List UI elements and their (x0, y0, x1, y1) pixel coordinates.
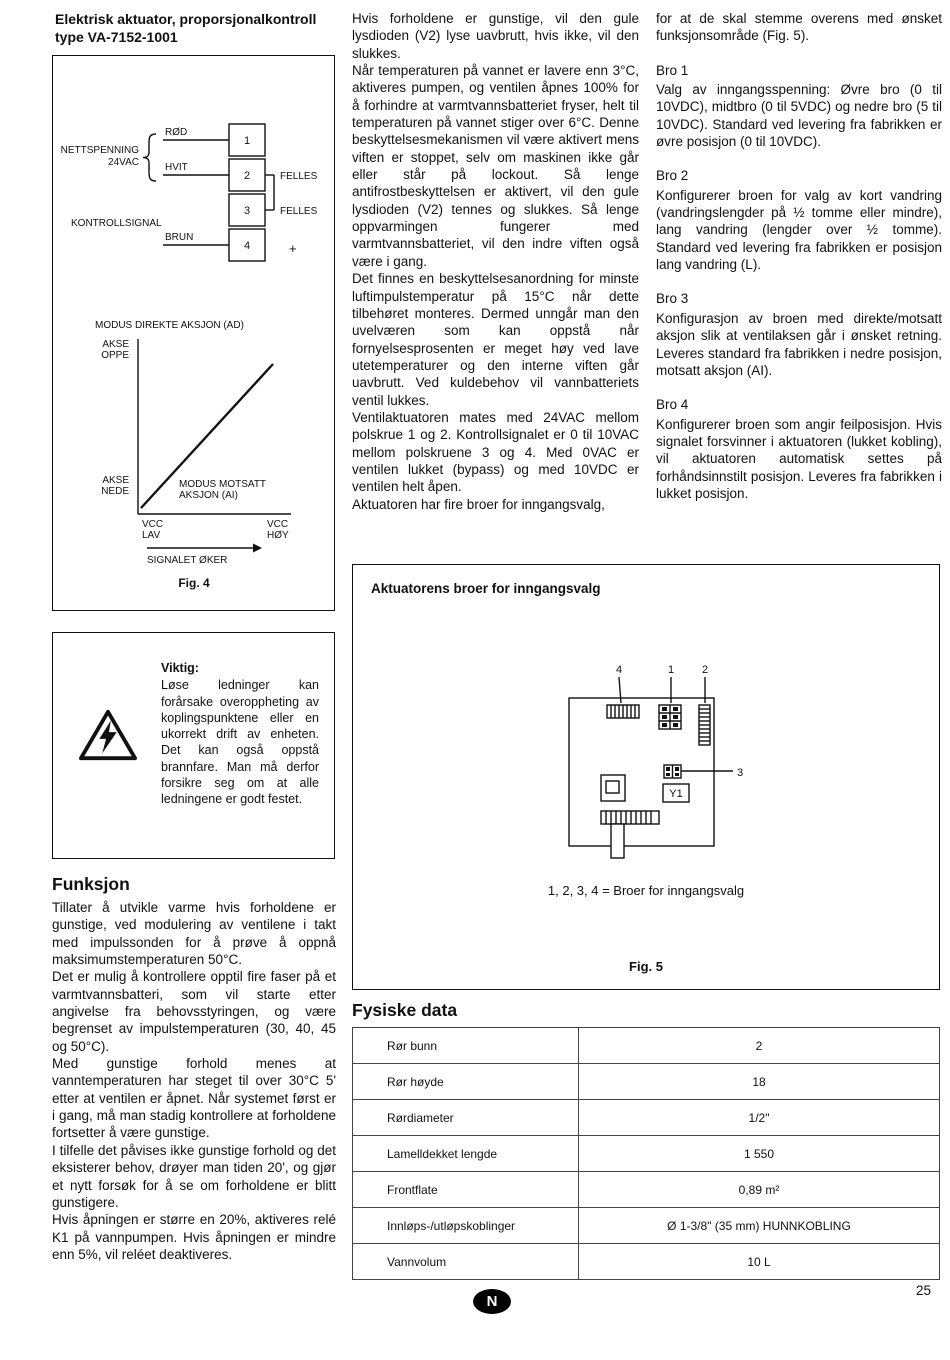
bro-2-section (656, 167, 942, 273)
body-paragraph: Når temperaturen på vannet er lavere enn 3°C, aktiveres pumpen, og ventilen åpnes 100% for å forhindre at varmtvannsbatteriet fryser, helt til temperaturen på vannet stiger over 6°C. Denne beskyttelsesmekanismen vil være aktivert mens viften er stoppet, selv om maskinen ikke går eller står på lockout. Så lenge antifrostbeskyttelsen er aktivert, vil den gule lysdioden (V2) tennes og slukkes. Så lenge oppvarmingen fungerer med varmtvannsbatteriet, vil den indre viften også være i gang. (352, 63, 639, 269)
wire-label-rod: RØD (165, 127, 188, 138)
funksjon-paragraph: Hvis åpningen er større en 20%, aktiveres relé K1 på vannpumpen. Hvis åpningen er mindre enn 5%, vil reléet deaktiveres. (52, 1212, 336, 1262)
table-row (353, 1028, 940, 1064)
bro-2-heading: Bro 2 (656, 168, 689, 184)
body-paragraph: Ventilaktuatoren mates med 24VAC mellom polskrue 1 og 2. Kontrollsignalet er 0 til 10VAC mellom polskruene 3 og 4. Med 0VAC er ventilen lukket (bypass) og med 10VDC er ventilen helt åpen. (352, 409, 639, 495)
terminal-4-number: 4 (243, 240, 251, 252)
wire-label-hvit: HVIT (165, 162, 188, 173)
figure-4-box (52, 55, 335, 611)
bro-1-section (656, 62, 942, 151)
label-akse-oppe-1: AKSE (102, 339, 129, 350)
table-row-label: Vannvolum (353, 1244, 579, 1280)
board-component (601, 775, 625, 801)
warning-box (52, 632, 335, 859)
jumper-label-2: 2 (701, 664, 709, 676)
bro-2-body: Konfigurerer broen for valg av kort vandring (vandringslengder på ½ tomme eller mindre), lang vandring (lengder over ½ tomme). Standard ved levering fra fabrikken er posisjon lang vandring (L). (656, 187, 942, 273)
jumper-block-1 (659, 705, 681, 729)
bro-4-section (656, 396, 942, 502)
label-akse-oppe-2: OPPE (101, 350, 129, 361)
fig5-title: Aktuatorens broer for inngangsvalg (371, 581, 601, 596)
table-row-value: 0,89 m² (579, 1172, 940, 1208)
figure-5-box (352, 564, 940, 990)
jumper-board-diagram (353, 635, 938, 880)
bro-3-heading: Bro 3 (656, 291, 689, 307)
page-number: 25 (915, 1283, 931, 1298)
funksjon-paragraph: I tilfelle det påvises ikke gunstige forhold og det eksisterer behov, drøyer man tiden 20', og gjør et nytt forsøk for å se om forholdene er blitt gunstigere. (52, 1142, 336, 1210)
jumper-label-3: 3 (737, 767, 744, 779)
warning-body: Løse ledninger kan forårsake overoppheting av koplingspunktene eller en ukorrekt drift av enheten. Det kan også oppstå brannfare. Man må derfor forsikre seg om at alle ledningene er godt festet. (161, 678, 319, 806)
table-row (353, 1172, 940, 1208)
bro-3-body: Konfigurasjon av broen med direkte/motsatt aksjon slik at ventilaksen går i ønsket retning. Leveres standard fra fabrikken i nedre posisjon, motsatt aksjon (AI). (656, 310, 942, 378)
terminal-3-number: 3 (243, 205, 251, 217)
table-row-value: 1 550 (579, 1136, 940, 1172)
warning-text (161, 660, 319, 807)
right-column-text (656, 10, 942, 502)
wire-label-brun: BRUN (165, 232, 194, 243)
funksjon-paragraph: Det er mulig å kontrollere opptil fire faser på et varmtvannsbatteri, som vil starte etter angivelse fra behovsstyringen, og være begrenset av impulstemperaturen (30, 40, 45 og 50°C). (52, 969, 336, 1054)
bro-1-heading: Bro 1 (656, 62, 689, 78)
wiring-diagram (53, 56, 333, 609)
table-row-value: Ø 1-3/8" (35 mm) HUNNKOBLING (579, 1208, 940, 1244)
label-modus-motsatt-1: MODUS MOTSATT (179, 479, 267, 490)
jumper-label-4: 4 (615, 664, 623, 676)
table-row-value: 10 L (579, 1244, 940, 1280)
table-row-value: 2 (579, 1028, 940, 1064)
label-vcc-lav-2: LAV (142, 530, 161, 541)
label-vcc-hoy-1: VCC (267, 519, 289, 530)
funksjon-text (52, 899, 336, 1263)
signal-arrow-head (253, 544, 262, 553)
table-row (353, 1064, 940, 1100)
table-row-label: Lamelldekket lengde (353, 1136, 579, 1172)
table-row-label: Innløps-/utløpskoblinger (353, 1208, 579, 1244)
jumper-block-4 (607, 705, 639, 718)
funksjon-heading: Funksjon (52, 874, 130, 894)
label-vcc-lav-1: VCC (142, 519, 164, 530)
label-felles-2: FELLES (280, 206, 318, 217)
label-modus-direkte: MODUS DIREKTE AKSJON (AD) (95, 320, 244, 331)
table-row-value: 1/2" (579, 1100, 940, 1136)
fysiske-data-heading: Fysiske data (352, 1000, 458, 1020)
middle-column-text (352, 10, 639, 513)
label-plus: + (289, 241, 297, 256)
body-paragraph: Det finnes en beskyttelsesanordning for minste luftimpulstemperatur på 15°C når dette tilbehøret monteres. Dermed unngår man den uvelværen som kan oppstå når fornyelsesprosenten er meget høy ved lave utetemperaturer og den interne viften går uavbrutt. Ved kuldebehov vil vannbatteriets ventil lukkes. (352, 271, 639, 408)
warning-triangle-icon (79, 707, 137, 763)
terminal-2-number: 2 (243, 170, 251, 182)
label-akse-nede-2: NEDE (101, 486, 129, 497)
body-paragraph: Aktuatoren har fire broer for inngangsvalg, (352, 496, 605, 512)
label-kontrollsignal: KONTROLLSIGNAL (71, 218, 162, 229)
table-row (353, 1100, 940, 1136)
terminal-1-number: 1 (243, 135, 251, 147)
label-signalet-oker: SIGNALET ØKER (147, 555, 228, 566)
label-24vac: 24VAC (108, 157, 139, 168)
bro-4-heading: Bro 4 (656, 397, 689, 413)
bro-1-body: Valg av inngangsspenning: Øvre bro (0 til 10VDC), midtbro (0 til 5VDC) og nedre bro (5 til 10VDC). Standard ved levering fra fabrikken er øvre posisjon (0 til 10VDC). (656, 82, 942, 150)
label-vcc-hoy-2: HØY (267, 530, 289, 541)
fig5-caption: Fig. 5 (629, 959, 663, 974)
table-row (353, 1208, 940, 1244)
brace (143, 134, 156, 181)
table-row (353, 1136, 940, 1172)
warning-title: Viktig: (161, 661, 199, 675)
page-title (55, 10, 347, 46)
bro-3-section (656, 290, 942, 379)
table-row-label: Rør bunn (353, 1028, 579, 1064)
jumper-block-2 (699, 705, 710, 745)
body-paragraph: for at de skal stemme overens med ønsket funksjonsområde (Fig. 5). (656, 11, 942, 44)
label-felles-1: FELLES (280, 171, 318, 182)
funksjon-paragraph: Med gunstige forhold menes at vanntemperaturen har steget til over 30°C 5' etter at ventilen er åpnet. Når systemet først er i gang, må man stadig kontrollere at forholdene fortsetter å være gunstige. (52, 1056, 336, 1141)
fig4-caption: Fig. 4 (178, 576, 210, 590)
fig5-legend: 1, 2, 3, 4 = Broer for inngangsvalg (547, 883, 745, 898)
table-row-value: 18 (579, 1064, 940, 1100)
page-title-line1: Elektrisk aktuator, proporsjonalkontroll (55, 11, 317, 27)
y1-label: Y1 (669, 788, 683, 800)
funksjon-paragraph: Tillater å utvikle varme hvis forholdene er gunstige, ved modulering av ventilene i takt med impulssonden for å prøve å oppnå maksimumstemperaturen 50°C. (52, 900, 336, 968)
bro-4-body: Konfigurerer broen som angir feilposisjon. Hvis signalet forsvinner i aktuatoren (lukket kobling), vil aktuatoren automatisk settes på forhåndsinnstilt posisjon. Leveres fra fabrikken i lukket posisjon. (656, 416, 942, 501)
language-badge: N (473, 1289, 511, 1314)
label-akse-nede-1: AKSE (102, 475, 129, 486)
table-row-label: Frontflate (353, 1172, 579, 1208)
label-nettspenning: NETTSPENNING (60, 145, 139, 156)
fysiske-data-table (352, 1027, 940, 1280)
jumper-label-1: 1 (667, 664, 675, 676)
label-modus-motsatt-2: AKSJON (AI) (179, 490, 238, 501)
body-paragraph: Hvis forholdene er gunstige, vil den gule lysdioden (V2) lyse uavbrutt, hvis ikke, vil den slukkes. (352, 11, 639, 61)
table-row-label: Rør høyde (353, 1064, 579, 1100)
jumper-block-3 (664, 765, 681, 778)
table-row-label: Rørdiameter (353, 1100, 579, 1136)
table-row (353, 1244, 940, 1280)
page-title-line2: type VA-7152-1001 (55, 29, 178, 45)
